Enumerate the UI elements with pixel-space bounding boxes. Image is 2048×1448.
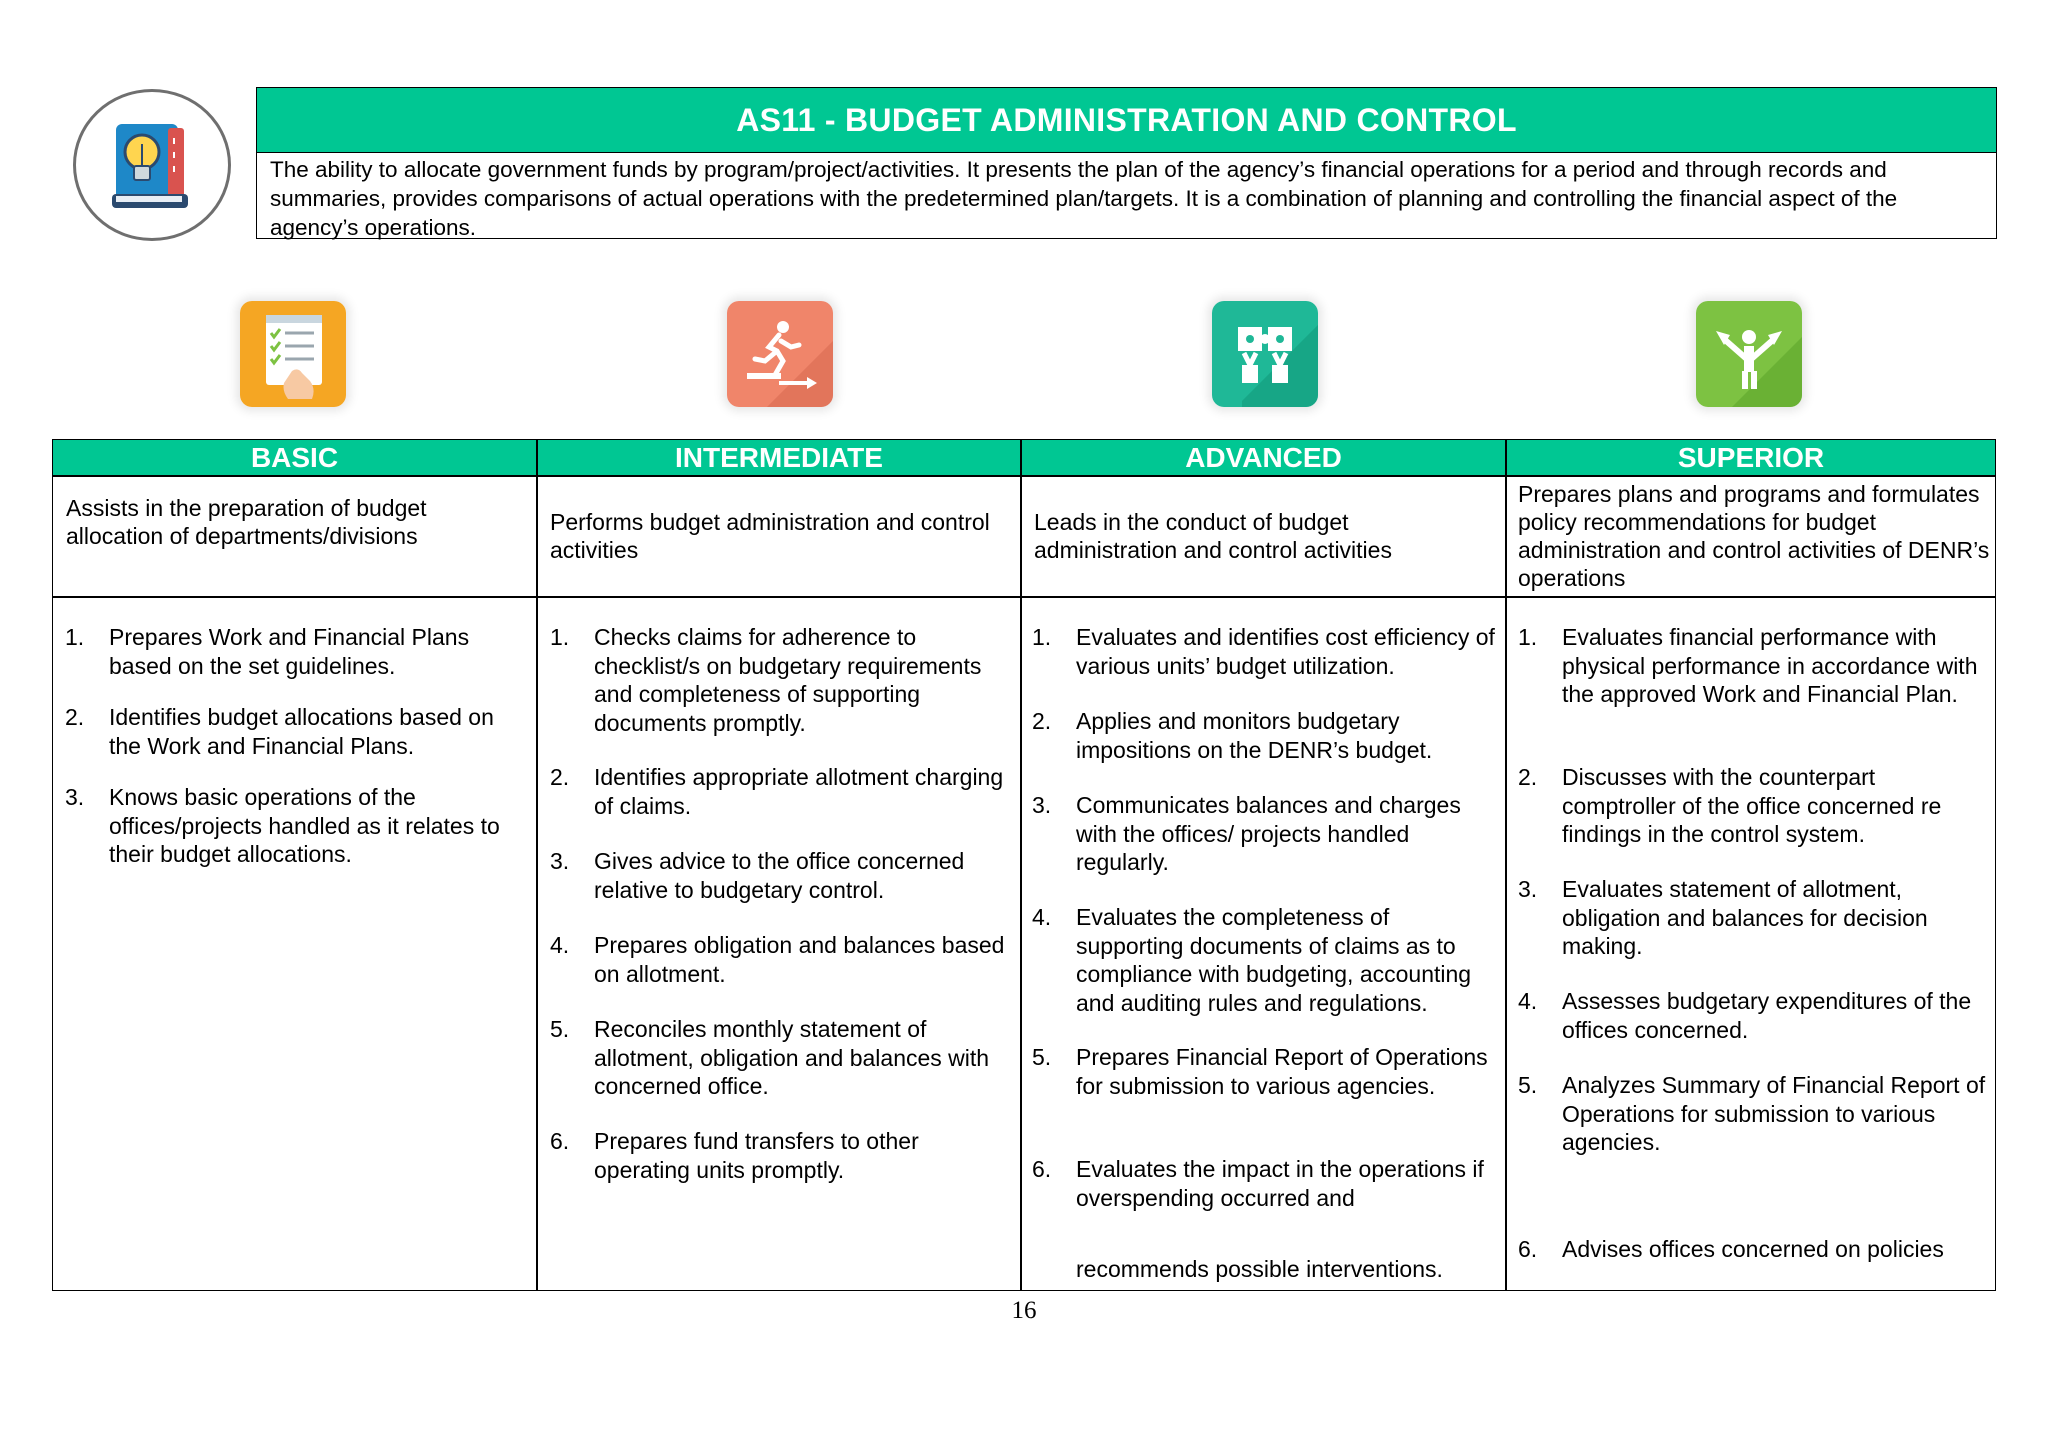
list-item: 5. Reconciles monthly statement of allotment, obligation and balances with concerned office. (550, 1016, 990, 1099)
list-item: 2. Discusses with the counterpart comptroller of the office concerned re findings in the control system. (1518, 764, 1942, 847)
level-summary-intermediate: Performs budget administration and control activities (550, 509, 990, 563)
level-summary-basic: Assists in the preparation of budget allocation of departments/divisions (66, 495, 427, 549)
competency-description: The ability to allocate government funds by program/project/activities. It presents the plan of the agency’s financial operations for a period and through records and summaries, provides comparisons of actual operations with the predetermined plan/targets. It is a combination of planning and controlling the financial aspect of the agency’s operations. (270, 157, 1898, 240)
page-number: 16 (1011, 1297, 1037, 1324)
level-header-advanced: ADVANCED (1022, 440, 1505, 475)
list-item: 3. Evaluates statement of allotment, obligation and balances for decision making. (1518, 876, 1928, 959)
running-person-icon (727, 301, 833, 407)
level-header-intermediate: INTERMEDIATE (538, 440, 1020, 475)
competency-title: AS11 - BUDGET ADMINISTRATION AND CONTROL (257, 88, 1996, 153)
list-item: 5. Prepares Financial Report of Operations for submission to various agencies. (1032, 1044, 1488, 1099)
list-item: 5. Analyzes Summary of Financial Report of Operations for submission to various agencies. (1518, 1072, 1986, 1155)
list-item: 1. Evaluates financial performance with physical performance in accordance with the approved Work and Financial Plan. (1518, 624, 1978, 707)
lightbulb-book-icon (98, 110, 208, 220)
level-header-basic: BASIC (53, 440, 536, 475)
checklist-icon (240, 301, 346, 407)
level-summary-superior: Prepares plans and programs and formulates policy recommendations for budget administration and control activities of DENR’s operations (1518, 481, 1990, 591)
list-item: 4. Assesses budgetary expenditures of the offices concerned. (1518, 988, 1972, 1043)
crossroads-icon (1696, 301, 1802, 407)
list-item: 6. Prepares fund transfers to other operating units promptly. (550, 1128, 919, 1183)
list-item: 3. Knows basic operations of the offices/projects handled as it relates to their budget allocations. (65, 784, 500, 867)
list-item: 4. Prepares obligation and balances based on allotment. (550, 932, 1005, 987)
list-item: 3. Gives advice to the office concerned relative to budgetary control. (550, 848, 965, 903)
list-item: 3. Communicates balances and charges with the offices/ projects handled regularly. (1032, 792, 1461, 875)
list-item: 1. Prepares Work and Financial Plans based on the set guidelines. (65, 624, 470, 679)
puzzle-team-icon (1212, 301, 1318, 407)
list-item: 2. Identifies appropriate allotment charging of claims. (550, 764, 1004, 819)
proficiency-table (52, 439, 1996, 1291)
list-item: 4. Evaluates the completeness of supporting documents of claims as to compliance with budgeting, accounting and auditing rules and regulations. (1032, 904, 1472, 1016)
logo (73, 89, 231, 241)
level-header-superior: SUPERIOR (1507, 440, 1995, 475)
level-summary-advanced: Leads in the conduct of budget administration and control activities (1034, 509, 1392, 563)
list-item: 1. Checks claims for adherence to checklist/s on budgetary requirements and completeness of supporting documents promptly. (550, 624, 982, 736)
competency-header (256, 87, 1997, 239)
list-item: 1. Evaluates and identifies cost efficiency of various units’ budget utilization. (1032, 624, 1495, 679)
list-item: 2. Applies and monitors budgetary impositions on the DENR’s budget. (1032, 708, 1433, 763)
list-item: 2. Identifies budget allocations based on the Work and Financial Plans. (65, 704, 494, 759)
list-item-continuation: recommends possible interventions. (1076, 1256, 1443, 1282)
list-item: 6. Advises offices concerned on policies (1518, 1236, 1944, 1262)
list-item: 6. Evaluates the impact in the operations if overspending occurred and (1032, 1156, 1484, 1211)
